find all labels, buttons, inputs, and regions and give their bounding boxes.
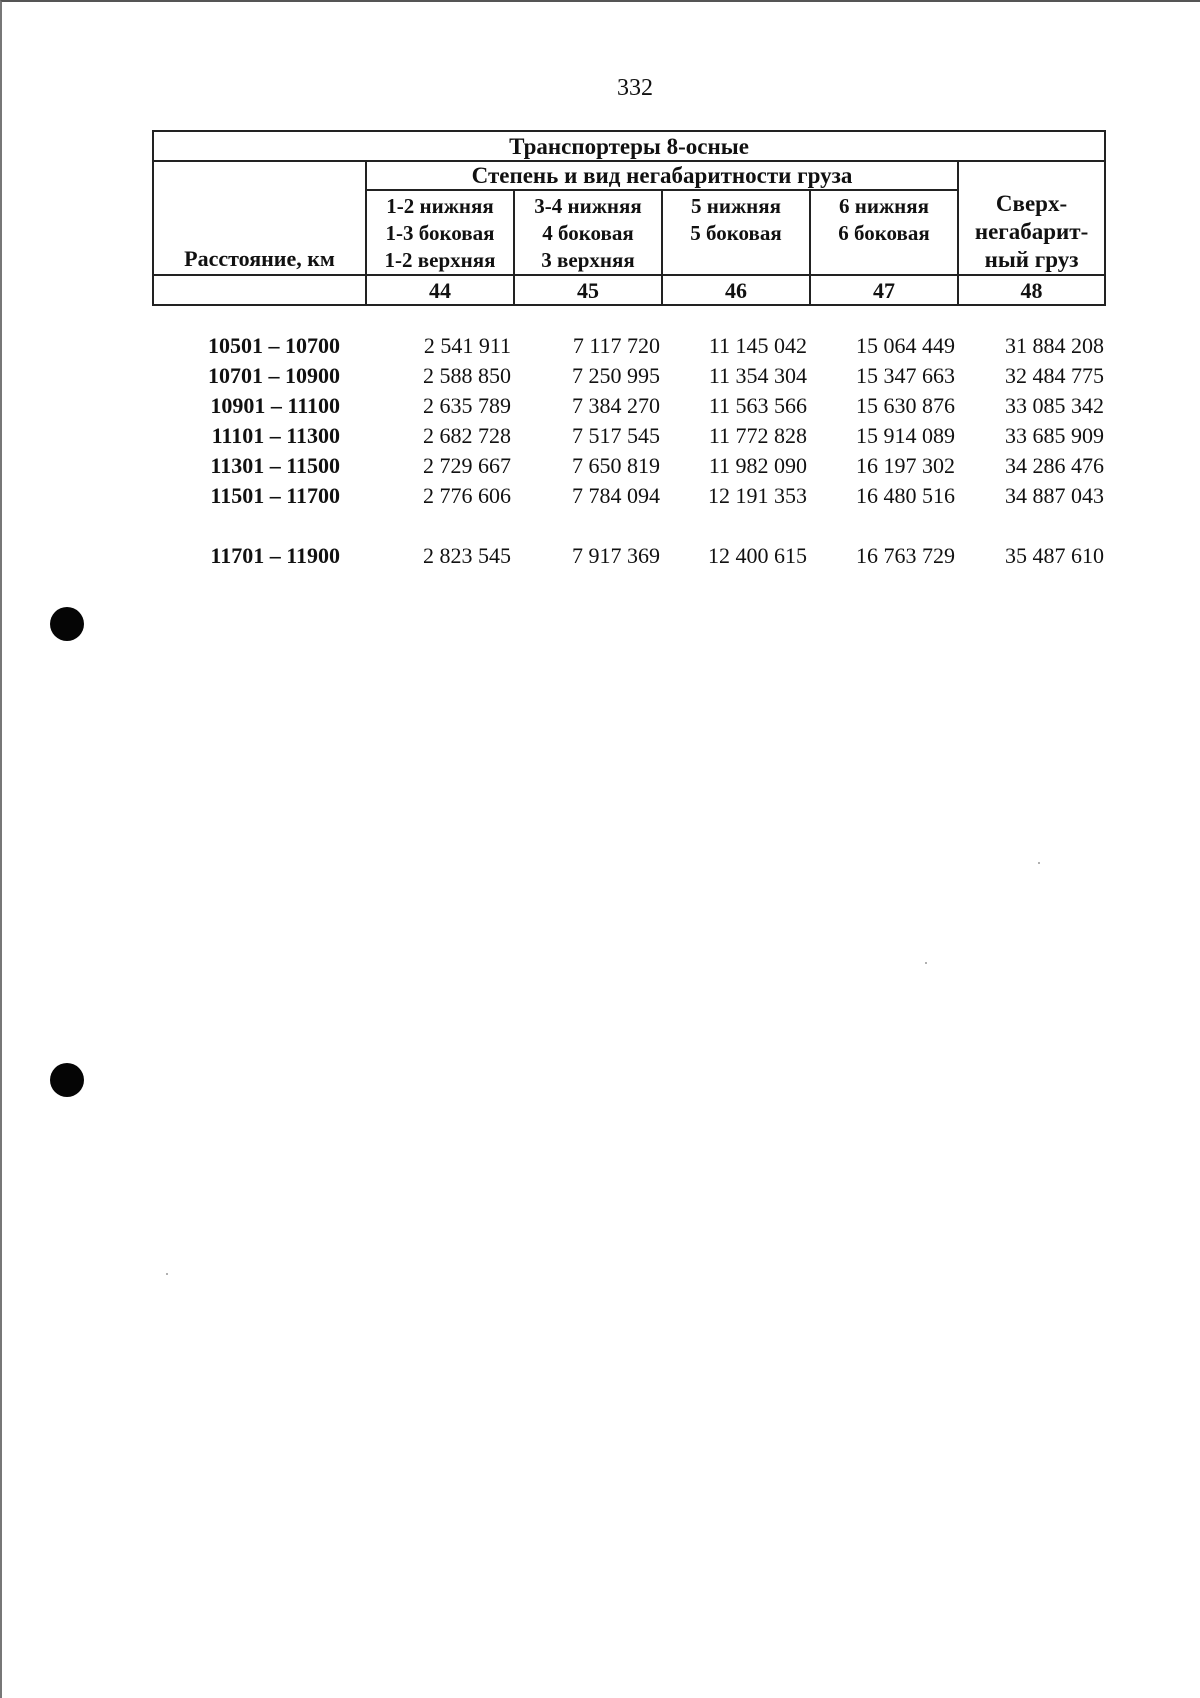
value-cell: 12 400 615	[708, 543, 807, 568]
scan-speck	[1038, 862, 1040, 864]
value-cell: 34 887 043	[1005, 483, 1104, 508]
table-row	[0, 453, 1200, 483]
value-cell: 2 682 728	[423, 423, 511, 448]
page-number: 332	[617, 75, 653, 101]
value-cell: 16 480 516	[856, 483, 955, 508]
subheader-col-45	[514, 190, 662, 275]
value-cell: 7 917 369	[572, 543, 660, 568]
value-cell: 11 145 042	[708, 333, 807, 358]
value-cell: 11 563 566	[708, 393, 807, 418]
table-row	[0, 483, 1200, 513]
subheader-line: 1-2 нижняя	[386, 194, 494, 218]
subheader-line: 3-4 нижняя	[534, 194, 642, 218]
column-number-blank	[153, 275, 366, 305]
punch-hole-mark	[50, 607, 84, 641]
column-number: 46	[662, 275, 810, 305]
value-cell: 2 541 911	[423, 333, 511, 358]
value-cell: 33 685 909	[1005, 423, 1104, 448]
distance-range: 11301 – 11500	[210, 453, 340, 478]
column-number: 44	[366, 275, 514, 305]
value-cell: 15 914 089	[856, 423, 955, 448]
value-cell: 15 347 663	[856, 363, 955, 388]
column-number: 47	[810, 275, 958, 305]
subheader-line: 1-3 боковая	[385, 221, 495, 245]
distance-range: 10501 – 10700	[208, 333, 340, 358]
group-header: Степень и вид негабаритности груза	[366, 161, 958, 190]
value-cell: 11 354 304	[708, 363, 807, 388]
scan-speck	[166, 1273, 168, 1275]
value-cell: 11 772 828	[708, 423, 807, 448]
value-cell: 7 650 819	[572, 453, 660, 478]
value-cell: 15 064 449	[856, 333, 955, 358]
distance-range: 11501 – 11700	[210, 483, 340, 508]
table-row	[0, 363, 1200, 393]
table-row	[0, 543, 1200, 573]
table-title: Транспортеры 8-осные	[153, 131, 1105, 161]
value-cell: 34 286 476	[1005, 453, 1104, 478]
distance-range: 10701 – 10900	[208, 363, 340, 388]
value-cell: 11 982 090	[708, 453, 807, 478]
subheader-line: 1-2 верхняя	[384, 248, 496, 272]
column-number: 45	[514, 275, 662, 305]
value-cell: 35 487 610	[1005, 543, 1104, 568]
value-cell: 33 085 342	[1005, 393, 1104, 418]
value-cell: 2 635 789	[423, 393, 511, 418]
value-cell: 7 784 094	[572, 483, 660, 508]
value-cell: 16 763 729	[856, 543, 955, 568]
value-cell: 31 884 208	[1005, 333, 1104, 358]
oversize-header-line: Сверх-	[995, 191, 1068, 216]
distance-range: 11101 – 11300	[211, 423, 340, 448]
table-row	[0, 393, 1200, 423]
table-body	[0, 333, 1200, 573]
subheader-col-44	[366, 190, 514, 275]
value-cell: 2 588 850	[423, 363, 511, 388]
column-number: 48	[958, 275, 1105, 305]
oversize-header	[958, 161, 1105, 275]
value-cell: 2 823 545	[423, 543, 511, 568]
value-cell: 32 484 775	[1005, 363, 1104, 388]
distance-range: 11701 – 11900	[210, 543, 340, 568]
value-cell: 2 729 667	[423, 453, 511, 478]
oversize-header-line: негабарит-	[974, 219, 1089, 244]
subheader-line: 3 верхняя	[541, 248, 635, 272]
punch-hole-mark	[50, 1063, 84, 1097]
value-cell: 2 776 606	[423, 483, 511, 508]
distance-range: 10901 – 11100	[210, 393, 340, 418]
table-row	[0, 333, 1200, 363]
subheader-col-47	[810, 190, 958, 275]
value-cell: 15 630 876	[856, 393, 955, 418]
subheader-line: 6 боковая	[838, 221, 930, 245]
value-cell: 7 384 270	[572, 393, 660, 418]
scan-speck	[925, 962, 927, 964]
value-cell: 16 197 302	[856, 453, 955, 478]
value-cell: 7 117 720	[572, 333, 660, 358]
subheader-line: 5 боковая	[690, 221, 782, 245]
value-cell: 7 250 995	[572, 363, 660, 388]
table-header	[152, 130, 1106, 306]
table-row	[0, 423, 1200, 453]
subheader-line: 5 нижняя	[691, 194, 781, 218]
value-cell: 12 191 353	[708, 483, 807, 508]
subheader-line: 6 нижняя	[839, 194, 929, 218]
oversize-header-line: ный груз	[984, 247, 1079, 272]
distance-header: Расстояние, км	[153, 161, 366, 275]
subheader-col-46	[662, 190, 810, 275]
subheader-line: 4 боковая	[542, 221, 634, 245]
value-cell: 7 517 545	[572, 423, 660, 448]
